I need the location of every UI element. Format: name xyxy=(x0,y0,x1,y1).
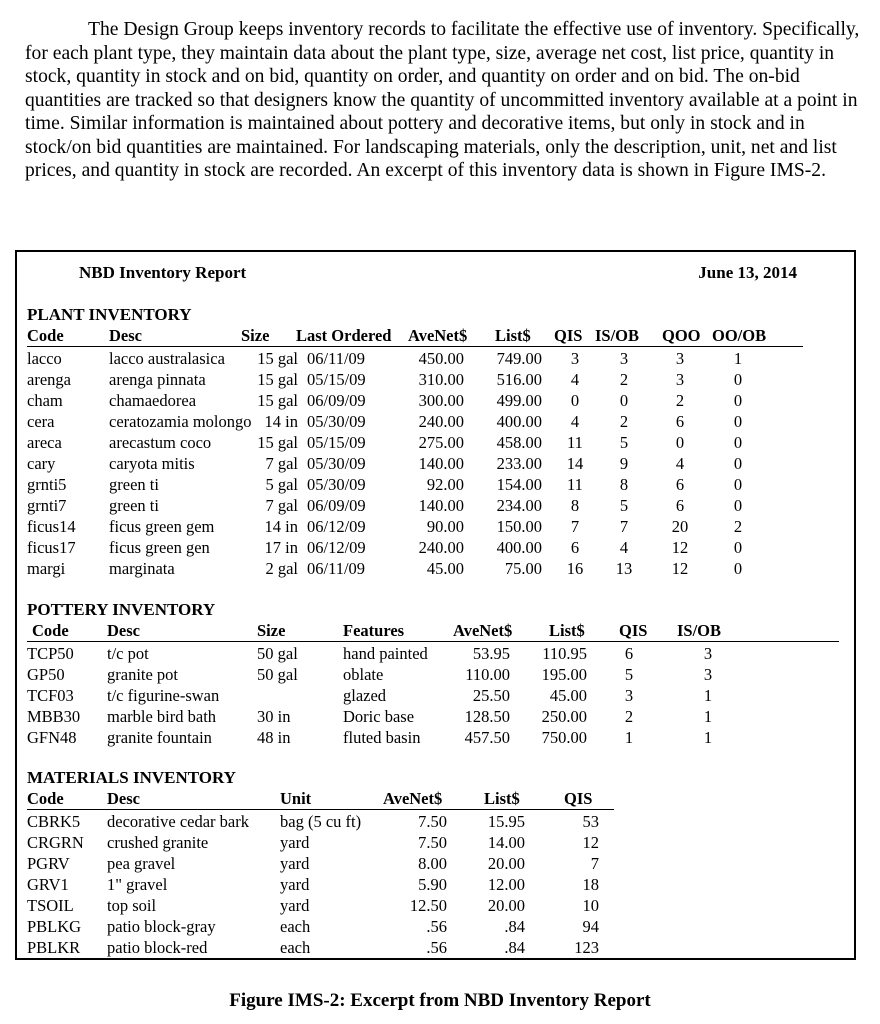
plants-cell-avenet: 275.00 xyxy=(418,433,464,452)
plant-col-size: Size xyxy=(241,326,270,345)
pottery-cell-features: hand painted xyxy=(343,644,428,663)
plants-cell-avenet: 240.00 xyxy=(418,412,464,431)
pottery-cell-isob: 1 xyxy=(703,686,713,705)
plant-col-last-ordered: Last Ordered xyxy=(296,326,392,345)
materials-col-desc: Desc xyxy=(107,789,140,808)
materials-cell-avenet: 8.00 xyxy=(418,854,447,873)
pottery-cell-desc: t/c figurine-swan xyxy=(107,686,220,705)
plant-header xyxy=(27,326,803,347)
plants-cell-ooob: 0 xyxy=(733,454,743,473)
materials-cell-avenet: 7.50 xyxy=(418,833,447,852)
pottery-col-desc: Desc xyxy=(107,621,140,640)
materials-row xyxy=(27,916,617,937)
materials-col-unit: Unit xyxy=(280,789,312,808)
materials-cell-unit: yard xyxy=(280,875,310,894)
plants-cell-ooob: 0 xyxy=(733,475,743,494)
plants-cell-list: 234.00 xyxy=(496,496,542,515)
plants-cell-qis: 14 xyxy=(566,454,584,473)
plants-cell-size: 15 gal xyxy=(257,349,298,368)
pottery-cell-code: TCF03 xyxy=(27,686,74,705)
plant-row xyxy=(27,348,817,369)
pottery-cell-avenet: 110.00 xyxy=(465,665,510,684)
materials-cell-qis: 123 xyxy=(574,938,599,957)
plants-cell-last-ordered: 05/30/09 xyxy=(307,454,366,473)
materials-col-code: Code xyxy=(27,789,64,808)
plants-cell-avenet: 240.00 xyxy=(418,538,464,557)
pottery-row xyxy=(27,727,817,748)
materials-row xyxy=(27,811,617,832)
pottery-cell-features: Doric base xyxy=(343,707,415,726)
materials-cell-qis: 94 xyxy=(582,917,599,936)
plant-col-ooob: OO/OB xyxy=(712,326,767,345)
pottery-col-avenet: AveNet$ xyxy=(453,621,513,640)
pottery-rows xyxy=(27,643,817,748)
pottery-col-features: Features xyxy=(343,621,405,640)
pottery-cell-qis: 3 xyxy=(624,686,634,705)
pottery-cell-size: 30 in xyxy=(257,707,291,726)
materials-cell-desc: patio block-gray xyxy=(107,917,216,936)
pottery-header xyxy=(27,621,839,642)
materials-cell-unit: bag (5 cu ft) xyxy=(280,812,362,831)
plants-cell-ooob: 0 xyxy=(733,433,743,452)
plants-cell-avenet: 310.00 xyxy=(418,370,464,389)
plant-col-isob: IS/OB xyxy=(595,326,640,345)
plants-cell-list: 233.00 xyxy=(496,454,542,473)
plants-cell-qoo: 2 xyxy=(675,391,685,410)
plant-row xyxy=(27,495,817,516)
plants-cell-qis: 8 xyxy=(570,496,580,515)
plant-row xyxy=(27,453,817,474)
plants-cell-code: arenga xyxy=(27,370,71,389)
materials-cell-unit: yard xyxy=(280,833,310,852)
materials-cell-code: PBLKR xyxy=(27,938,81,957)
plants-cell-size: 17 in xyxy=(264,538,298,557)
plants-cell-desc: lacco australasica xyxy=(109,349,225,368)
plants-cell-size: 7 gal xyxy=(265,496,298,515)
materials-cell-list: 12.00 xyxy=(487,875,525,894)
materials-cell-desc: patio block-red xyxy=(107,938,208,957)
plants-cell-isob: 3 xyxy=(619,349,629,368)
pottery-cell-isob: 3 xyxy=(703,644,713,663)
plants-cell-last-ordered: 05/30/09 xyxy=(307,475,366,494)
materials-cell-code: PBLKG xyxy=(27,917,82,936)
plants-cell-size: 15 gal xyxy=(257,391,298,410)
plants-cell-size: 7 gal xyxy=(265,454,298,473)
plant-col-list: List$ xyxy=(495,326,531,345)
inventory-report xyxy=(15,250,856,960)
materials-cell-avenet: 5.90 xyxy=(418,875,447,894)
plants-cell-qis: 0 xyxy=(570,391,580,410)
plants-cell-isob: 0 xyxy=(619,391,629,410)
plants-cell-ooob: 0 xyxy=(733,370,743,389)
materials-cell-code: GRV1 xyxy=(27,875,69,894)
materials-cell-unit: yard xyxy=(280,854,310,873)
plant-row xyxy=(27,390,817,411)
pottery-col-qis: QIS xyxy=(619,621,648,640)
materials-cell-list: 14.00 xyxy=(487,833,525,852)
materials-cell-avenet: .56 xyxy=(426,917,447,936)
materials-cell-avenet: 12.50 xyxy=(409,896,447,915)
pottery-cell-code: TCP50 xyxy=(27,644,74,663)
materials-col-qis: QIS xyxy=(564,789,593,808)
pottery-row xyxy=(27,706,817,727)
figure-caption: Figure IMS-2: Excerpt from NBD Inventory Report xyxy=(229,990,651,1011)
pottery-cell-desc: granite pot xyxy=(107,665,179,684)
plants-cell-last-ordered: 06/09/09 xyxy=(307,496,366,515)
plants-cell-size: 5 gal xyxy=(265,475,298,494)
plants-cell-ooob: 1 xyxy=(733,349,743,368)
plant-row xyxy=(27,369,817,390)
plants-cell-size: 15 gal xyxy=(257,433,298,452)
plants-cell-size: 14 in xyxy=(264,517,298,536)
plants-cell-qoo: 6 xyxy=(675,496,685,515)
materials-cell-code: PGRV xyxy=(27,854,70,873)
plants-cell-avenet: 300.00 xyxy=(418,391,464,410)
plants-cell-code: grnti7 xyxy=(27,496,67,515)
plants-cell-size: 15 gal xyxy=(257,370,298,389)
plants-cell-code: ficus17 xyxy=(27,538,76,557)
plants-cell-qoo: 4 xyxy=(675,454,685,473)
plants-cell-code: cera xyxy=(27,412,55,431)
materials-cell-desc: crushed granite xyxy=(107,833,209,852)
plant-col-avenet: AveNet$ xyxy=(408,326,468,345)
pottery-cell-qis: 6 xyxy=(624,644,634,663)
plants-cell-list: 150.00 xyxy=(496,517,542,536)
plant-row xyxy=(27,411,817,432)
plants-cell-size: 2 gal xyxy=(265,559,298,578)
pottery-cell-features: glazed xyxy=(343,686,387,705)
plants-cell-qis: 16 xyxy=(566,559,584,578)
materials-cell-avenet: .56 xyxy=(426,938,447,957)
materials-cell-qis: 18 xyxy=(582,875,599,894)
materials-cell-unit: each xyxy=(280,938,311,957)
plants-cell-qis: 6 xyxy=(570,538,580,557)
plants-cell-qoo: 6 xyxy=(675,412,685,431)
materials-rows xyxy=(27,811,617,958)
report-title: NBD Inventory Report xyxy=(79,263,247,282)
plant-col-qis: QIS xyxy=(554,326,583,345)
pottery-cell-code: MBB30 xyxy=(27,707,81,726)
plants-cell-avenet: 140.00 xyxy=(418,496,464,515)
materials-col-list: List$ xyxy=(484,789,520,808)
plant-row xyxy=(27,558,817,579)
plants-cell-qoo: 3 xyxy=(675,370,685,389)
plants-cell-qis: 3 xyxy=(570,349,580,368)
plants-cell-desc: caryota mitis xyxy=(109,454,195,473)
materials-cell-code: TSOIL xyxy=(27,896,74,915)
plants-cell-last-ordered: 05/15/09 xyxy=(307,433,366,452)
plants-cell-list: 458.00 xyxy=(496,433,542,452)
plants-cell-qis: 11 xyxy=(567,475,583,494)
plants-cell-qoo: 20 xyxy=(671,517,689,536)
plant-section-title: PLANT INVENTORY xyxy=(27,305,192,324)
plant-rows xyxy=(27,348,817,579)
plants-cell-avenet: 140.00 xyxy=(418,454,464,473)
plants-cell-avenet: 92.00 xyxy=(426,475,464,494)
plants-cell-desc: ficus green gen xyxy=(109,538,210,557)
pottery-cell-code: GP50 xyxy=(27,665,65,684)
plants-cell-isob: 9 xyxy=(619,454,629,473)
pottery-cell-code: GFN48 xyxy=(27,728,77,747)
plants-cell-list: 154.00 xyxy=(496,475,542,494)
materials-cell-qis: 12 xyxy=(582,833,599,852)
plants-cell-last-ordered: 06/11/09 xyxy=(307,559,366,578)
plants-cell-isob: 5 xyxy=(619,433,629,452)
pottery-cell-features: oblate xyxy=(343,665,384,684)
plants-cell-isob: 2 xyxy=(619,370,629,389)
plants-cell-list: 400.00 xyxy=(496,538,542,557)
pottery-col-list: List$ xyxy=(549,621,585,640)
pottery-cell-qis: 2 xyxy=(624,707,634,726)
materials-col-avenet: AveNet$ xyxy=(383,789,443,808)
pottery-row xyxy=(27,685,817,706)
plants-cell-desc: green ti xyxy=(109,496,159,515)
plants-cell-ooob: 0 xyxy=(733,496,743,515)
plants-cell-isob: 2 xyxy=(619,412,629,431)
plants-cell-isob: 8 xyxy=(619,475,629,494)
plants-cell-ooob: 0 xyxy=(733,538,743,557)
pottery-cell-size: 50 gal xyxy=(257,665,298,684)
materials-cell-qis: 53 xyxy=(582,812,599,831)
plants-cell-last-ordered: 06/09/09 xyxy=(307,391,366,410)
plant-col-desc: Desc xyxy=(109,326,142,345)
plants-cell-code: cham xyxy=(27,391,63,410)
pottery-section-title: POTTERY INVENTORY xyxy=(27,600,216,619)
plants-cell-list: 400.00 xyxy=(496,412,542,431)
plants-cell-isob: 5 xyxy=(619,496,629,515)
materials-cell-avenet: 7.50 xyxy=(418,812,447,831)
plants-cell-size: 14 in xyxy=(264,412,298,431)
plants-cell-qoo: 12 xyxy=(671,559,689,578)
materials-cell-list: .84 xyxy=(504,938,525,957)
materials-cell-qis: 10 xyxy=(582,896,599,915)
plants-cell-qis: 11 xyxy=(567,433,583,452)
materials-row xyxy=(27,937,617,958)
plants-cell-list: 499.00 xyxy=(496,391,542,410)
plant-row xyxy=(27,432,817,453)
plants-cell-qis: 4 xyxy=(570,370,580,389)
pottery-cell-qis: 5 xyxy=(624,665,634,684)
plants-cell-last-ordered: 06/12/09 xyxy=(307,517,366,536)
materials-row xyxy=(27,853,617,874)
plants-cell-ooob: 0 xyxy=(733,412,743,431)
plants-cell-qoo: 3 xyxy=(675,349,685,368)
materials-cell-desc: pea gravel xyxy=(107,854,176,873)
pottery-cell-desc: marble bird bath xyxy=(107,707,217,726)
materials-cell-unit: yard xyxy=(280,896,310,915)
plants-cell-desc: ficus green gem xyxy=(109,517,215,536)
pottery-cell-isob: 1 xyxy=(703,728,713,747)
plants-cell-avenet: 450.00 xyxy=(418,349,464,368)
materials-row xyxy=(27,895,617,916)
plants-cell-code: ficus14 xyxy=(27,517,76,536)
materials-section-title: MATERIALS INVENTORY xyxy=(27,768,236,787)
plants-cell-avenet: 45.00 xyxy=(426,559,464,578)
plants-cell-isob: 4 xyxy=(619,538,629,557)
pottery-cell-avenet: 457.50 xyxy=(464,728,510,747)
plants-cell-qoo: 12 xyxy=(671,538,689,557)
plants-cell-desc: marginata xyxy=(109,559,175,578)
plants-cell-ooob: 2 xyxy=(733,517,743,536)
plants-cell-desc: ceratozamia molongo xyxy=(109,412,252,431)
pottery-cell-isob: 1 xyxy=(703,707,713,726)
pottery-cell-avenet: 128.50 xyxy=(464,707,510,726)
materials-cell-list: 20.00 xyxy=(487,896,525,915)
materials-cell-desc: 1" gravel xyxy=(107,875,168,894)
materials-cell-code: CRGRN xyxy=(27,833,84,852)
plant-col-qoo: QOO xyxy=(662,326,701,345)
plants-cell-isob: 13 xyxy=(615,559,633,578)
intro-text: The Design Group keeps inventory records to facilitate the effective use of inventory. Specifically, for each plant type, they maintain data about the plant type, size, average net cost, list price, quantity in stock, quantity in stock and on bid, quantity on order, and quantity on order and on bid. The on-bid quantities are tracked so that designers know the quantity of uncommitted inventory available at a point in time. Similar information is maintained about pottery and decorative items, but only in stock and in stock/on bid quantities are maintained. For landscaping materials, only the description, unit, net and list prices, and quantity in stock are recorded. An excerpt of this inventory data is shown in Figure IMS-2. xyxy=(25,19,860,181)
pottery-cell-list: 110.95 xyxy=(542,644,587,663)
plants-cell-code: lacco xyxy=(27,349,62,368)
plants-cell-qis: 4 xyxy=(570,412,580,431)
plants-cell-ooob: 0 xyxy=(733,559,743,578)
materials-header xyxy=(27,789,614,810)
plants-cell-qoo: 6 xyxy=(675,475,685,494)
materials-cell-desc: top soil xyxy=(107,896,157,915)
pottery-cell-features: fluted basin xyxy=(343,728,421,747)
plant-row xyxy=(27,516,817,537)
pottery-cell-list: 195.00 xyxy=(541,665,587,684)
pottery-cell-qis: 1 xyxy=(624,728,634,747)
plants-cell-desc: chamaedorea xyxy=(109,391,197,410)
plants-cell-code: areca xyxy=(27,433,62,452)
intro-paragraph xyxy=(25,18,860,183)
pottery-row xyxy=(27,664,817,685)
plants-cell-desc: arenga pinnata xyxy=(109,370,206,389)
materials-row xyxy=(27,832,617,853)
pottery-cell-list: 45.00 xyxy=(549,686,587,705)
plants-cell-desc: green ti xyxy=(109,475,159,494)
plants-cell-avenet: 90.00 xyxy=(426,517,464,536)
pottery-cell-avenet: 25.50 xyxy=(472,686,510,705)
pottery-cell-size: 48 in xyxy=(257,728,291,747)
materials-row xyxy=(27,874,617,895)
pottery-col-isob: IS/OB xyxy=(677,621,722,640)
pottery-cell-list: 750.00 xyxy=(541,728,587,747)
plants-cell-qis: 7 xyxy=(570,517,580,536)
plants-cell-list: 749.00 xyxy=(496,349,542,368)
plant-row xyxy=(27,537,817,558)
plants-cell-desc: arecastum coco xyxy=(109,433,212,452)
pottery-cell-list: 250.00 xyxy=(541,707,587,726)
plants-cell-ooob: 0 xyxy=(733,391,743,410)
materials-cell-desc: decorative cedar bark xyxy=(107,812,249,831)
materials-cell-list: .84 xyxy=(504,917,525,936)
materials-cell-list: 20.00 xyxy=(487,854,525,873)
pottery-cell-isob: 3 xyxy=(703,665,713,684)
materials-cell-list: 15.95 xyxy=(487,812,525,831)
pottery-cell-desc: t/c pot xyxy=(107,644,149,663)
pottery-row xyxy=(27,643,817,664)
materials-cell-unit: each xyxy=(280,917,311,936)
plants-cell-last-ordered: 05/30/09 xyxy=(307,412,366,431)
plants-cell-last-ordered: 06/12/09 xyxy=(307,538,366,557)
pottery-col-code: Code xyxy=(32,621,69,640)
report-date: June 13, 2014 xyxy=(698,263,797,282)
plants-cell-code: grnti5 xyxy=(27,475,67,494)
pottery-cell-desc: granite fountain xyxy=(107,728,212,747)
plants-cell-list: 75.00 xyxy=(504,559,542,578)
plant-col-code: Code xyxy=(27,326,64,345)
plant-row xyxy=(27,474,817,495)
pottery-col-size: Size xyxy=(257,621,286,640)
materials-cell-qis: 7 xyxy=(590,854,599,873)
plants-cell-code: cary xyxy=(27,454,56,473)
plants-cell-list: 516.00 xyxy=(496,370,542,389)
pottery-cell-size: 50 gal xyxy=(257,644,298,663)
plants-cell-isob: 7 xyxy=(619,517,629,536)
plants-cell-last-ordered: 06/11/09 xyxy=(307,349,366,368)
plants-cell-last-ordered: 05/15/09 xyxy=(307,370,366,389)
plants-cell-code: margi xyxy=(27,559,66,578)
materials-cell-code: CBRK5 xyxy=(27,812,81,831)
pottery-cell-avenet: 53.95 xyxy=(472,644,510,663)
plants-cell-qoo: 0 xyxy=(675,433,685,452)
